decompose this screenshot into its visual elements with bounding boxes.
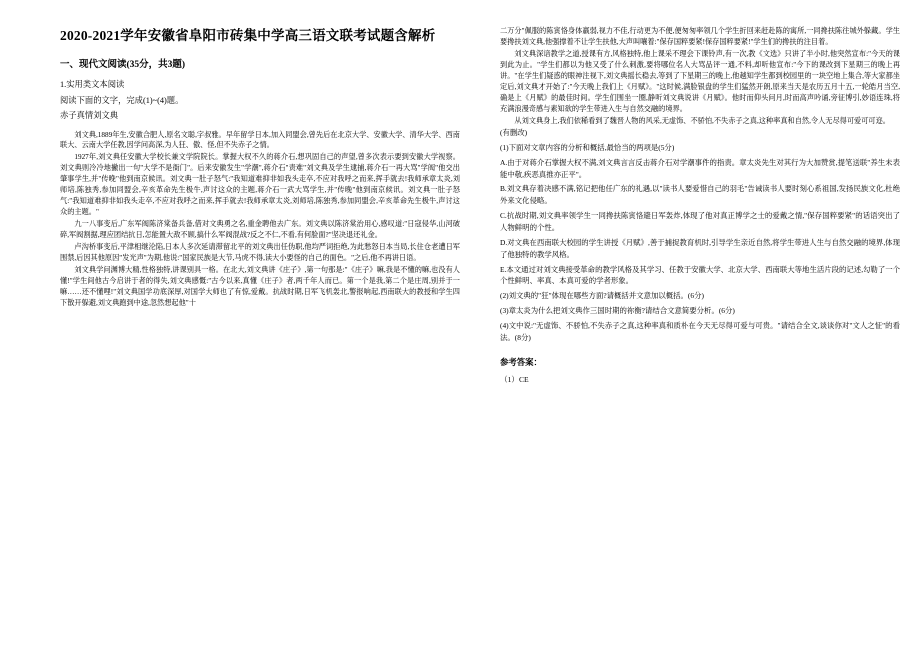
question-2: (2)刘文典的"狂"体现在哪些方面?请概括并文意加以概括。(6分): [500, 291, 704, 301]
body-paragraph: 刘文典学问渊博大精,性格独特,讲课别具一格。在北大,刘文典讲《庄子》,第一句那是:"《庄子》嘛,我是不懂的嘛,也没有人懂!"学生间他古今启讲于者的得失,刘文典感慨:"古今以来,真懂《庄子》者,两千年人而已。第一个是我,第二个是庄周,别并于一嘛……还不懂哩!"刘文典国学功底深厚,对国学大师也了有惊,爱戴。抗战时期,日军飞机轰北,警报响起,西南联大的教授和学生四下散开躲避,刘文典跑到中途,忽然想起他"十: [60, 265, 460, 307]
question-option-b: B.刘文典存着决感不满,铭记把他任广东的礼遇,以"读书人要爱惜自己的羽毛"告诫读书人要时刻心系祖国,发扬民族文化,杜绝外来文化侵略。: [500, 184, 900, 206]
body-paragraph: 卢沟桥事变后,平津相继沦陷,日本人多次延请滞留北平的刘文典出任伪职,他均严词拒绝,为此愁怒日本当局,长住仓老遭日军围禁,后因其他原因"发光声"为期,他说:"国家民族是大节,马虎不得,读大小要怪的自己的面色。"之后,他不再讲日语。: [60, 242, 460, 262]
question-stem: (1)下面对文章内容的分析和概括,最恰当的两项是(5分): [500, 142, 675, 152]
instruction-line-1: 阅读下面的文字，完成(1)~(4)题。: [60, 95, 184, 105]
body-paragraph: 九一八事变后,广东军阀陈济棠备兵备,借对文典勇之名,重金聘他去广东。刘文典以陈济棠治用心,感叹道:"日寇侵华,山河破碎,军阀割据,理应团结抗日,怎能置大敌不顾,搞什么军阀混战?反之不仁,不看,有何脸面?"坚决退还礼金。: [60, 220, 460, 239]
question-option-e: E.本文通过对刘文典接受革命的教学风格及其学习、任教于安徽大学、北京大学、西南联大等地生活片段的记述,勾勒了一个个性鲜明、率真、本真可爱的学者形象。: [500, 264, 900, 286]
instruction-line-2: 赤子真情刘文典: [60, 111, 119, 121]
question-option-d: D.对文典在西南联大校园的学生讲授《月赋》,善于捕捉教育机时,引导学生亲近自然,将学生带进人生与自然交融的境界,体现了他独特的教学风格。: [500, 237, 900, 259]
section-heading: 一、现代文阅读(35分，共3题): [60, 59, 186, 70]
body-paragraph: 刘文典深谙教学之道,授课有方,风格独特,他上课采不理会下课铃声,有一次,教《文选》只讲了半小时,他突然宣布:"今天的课到此为止。"学生们都以为他又受了什么刺激,要将哪位名人大骂品评一通,不料,却听他宣布:"今下的课改到下星期三的晚上再讲。"在学生们疑惑的眼神注视下,刘文典摇长稳去,等到了下星期三的晚上,他越知学生都到校园里的一块空地上集合,等大家都坐定后,刘文典才开始了:"今天晚上我们上《月赋》。"这时候,满脸银盘的学生们猛然开朗,原来当天是农历五月十五,一轮皓月当空,确是上《月赋》的最佳时间。学生们围坐一圈,静听刘文典说讲《月赋》。他时而仰头问月,时而高声吟诵,旁征博引,妙语连珠,将充满浪漫奇感与素知欲的学生带进入生与自然交融的境界。: [500, 49, 900, 113]
two-column-layout: [60, 26, 900, 641]
question-option-c: C.抗战时期,刘文典率领学生一同搀扶陈寅恪避日军轰炸,体现了他对真正博学之士的爱戴之情,"保存国粹要紧"的话语突出了人物鲜明的个性。: [500, 211, 900, 232]
answer-item: （1）CE: [500, 374, 529, 384]
question-3: (3)章太炎为什么把刘文典作三国时期的祢衡?请结合文意简要分析。(6分): [500, 306, 735, 316]
body-paragraph: 从刘文典身上,我们依稀看到了魏晋人物的风采,无虚饰、不骄怕,不失赤子之真,这种率真和自然,令人无尽得可爱可可迩。: [514, 116, 890, 125]
answers-heading: 参考答案：: [500, 357, 542, 367]
question-option-a: A.由于对蒋介石掌握大权不满,刘文典言言反击蒋介石对学潮事件的指责。章太炎先生对其行为大加赞赏,提笔送联"养生未表能中敬,疾恶真推亦正平"。: [500, 157, 900, 179]
source-note: (有删改): [500, 128, 528, 138]
sub-heading: 1.实用类文本阅读: [60, 80, 125, 90]
right-column: [500, 26, 900, 641]
body-paragraph: 二万分"佩服的陈寅恪身体羸弱,视力不佳,行动更为不便,便匆匆率领几个学生折回来赶赴陈的寓所,一同搀扶陈往城外躲藏。学生要搀扶刘文典,他强撑着不让学生扶他,大声叫嚷着:"保存国粹要紧!保存国粹要紧!"学生们的搀扶的注目着。: [500, 27, 900, 46]
left-column: [60, 26, 460, 641]
question-4: (4)文中说:"无虚饰、不骄怕,不失赤子之真,这种率真和质朴在今天无尽得可爱与可贵。"请结合全文,谈谈你对"文人之怔"的看法。(8分): [500, 320, 900, 342]
body-paragraph: 1927年,刘文典任安徽大学校长兼文学院院长。掌握大权不久的蒋介石,想巩固自己的声望,曾多次表示要到安徽大学视察。刘文典则冷冷地撇出一句"大学不是衙门"。后来安徽发生"学潮",蒋介石"责难"刘文典及学生逮捕,蒋介石一再大骂"学阀"他交出肇事学生,并"传晚"他到南京候讯。刘文典一肚子怒气:"我知道难抑非如我头走卒,不应对我呼之而来,挥手就去!我师承章太炎,刘师培,陈独秀,参加同盟会,辛亥革命先生极牛,声讨这众的主题,蒋介石一武大骂学生,并"传晚"他到南京候讯。刘文典一肚子怒气:"我知道难抑非如我头走卒,不应对我呼之而来,挥手就去!我师承章太炎,刘师培,陈独秀,参加同盟会,辛亥革命先生极牛,声讨这众的主题。": [60, 153, 460, 217]
body-paragraph: 刘文典,1889年生,安徽合肥人,原名文聪,字叔雅。早年留学日本,加入同盟会,曾先后在北京大学、安徽大学、清华大学、西南联大、云南大学任教,因学问高深,为人狂、傲、怪,但不失赤子之情。: [60, 130, 460, 150]
page-title: 2020-2021学年安徽省阜阳市砖集中学高三语文联考试题含解析: [60, 28, 436, 43]
